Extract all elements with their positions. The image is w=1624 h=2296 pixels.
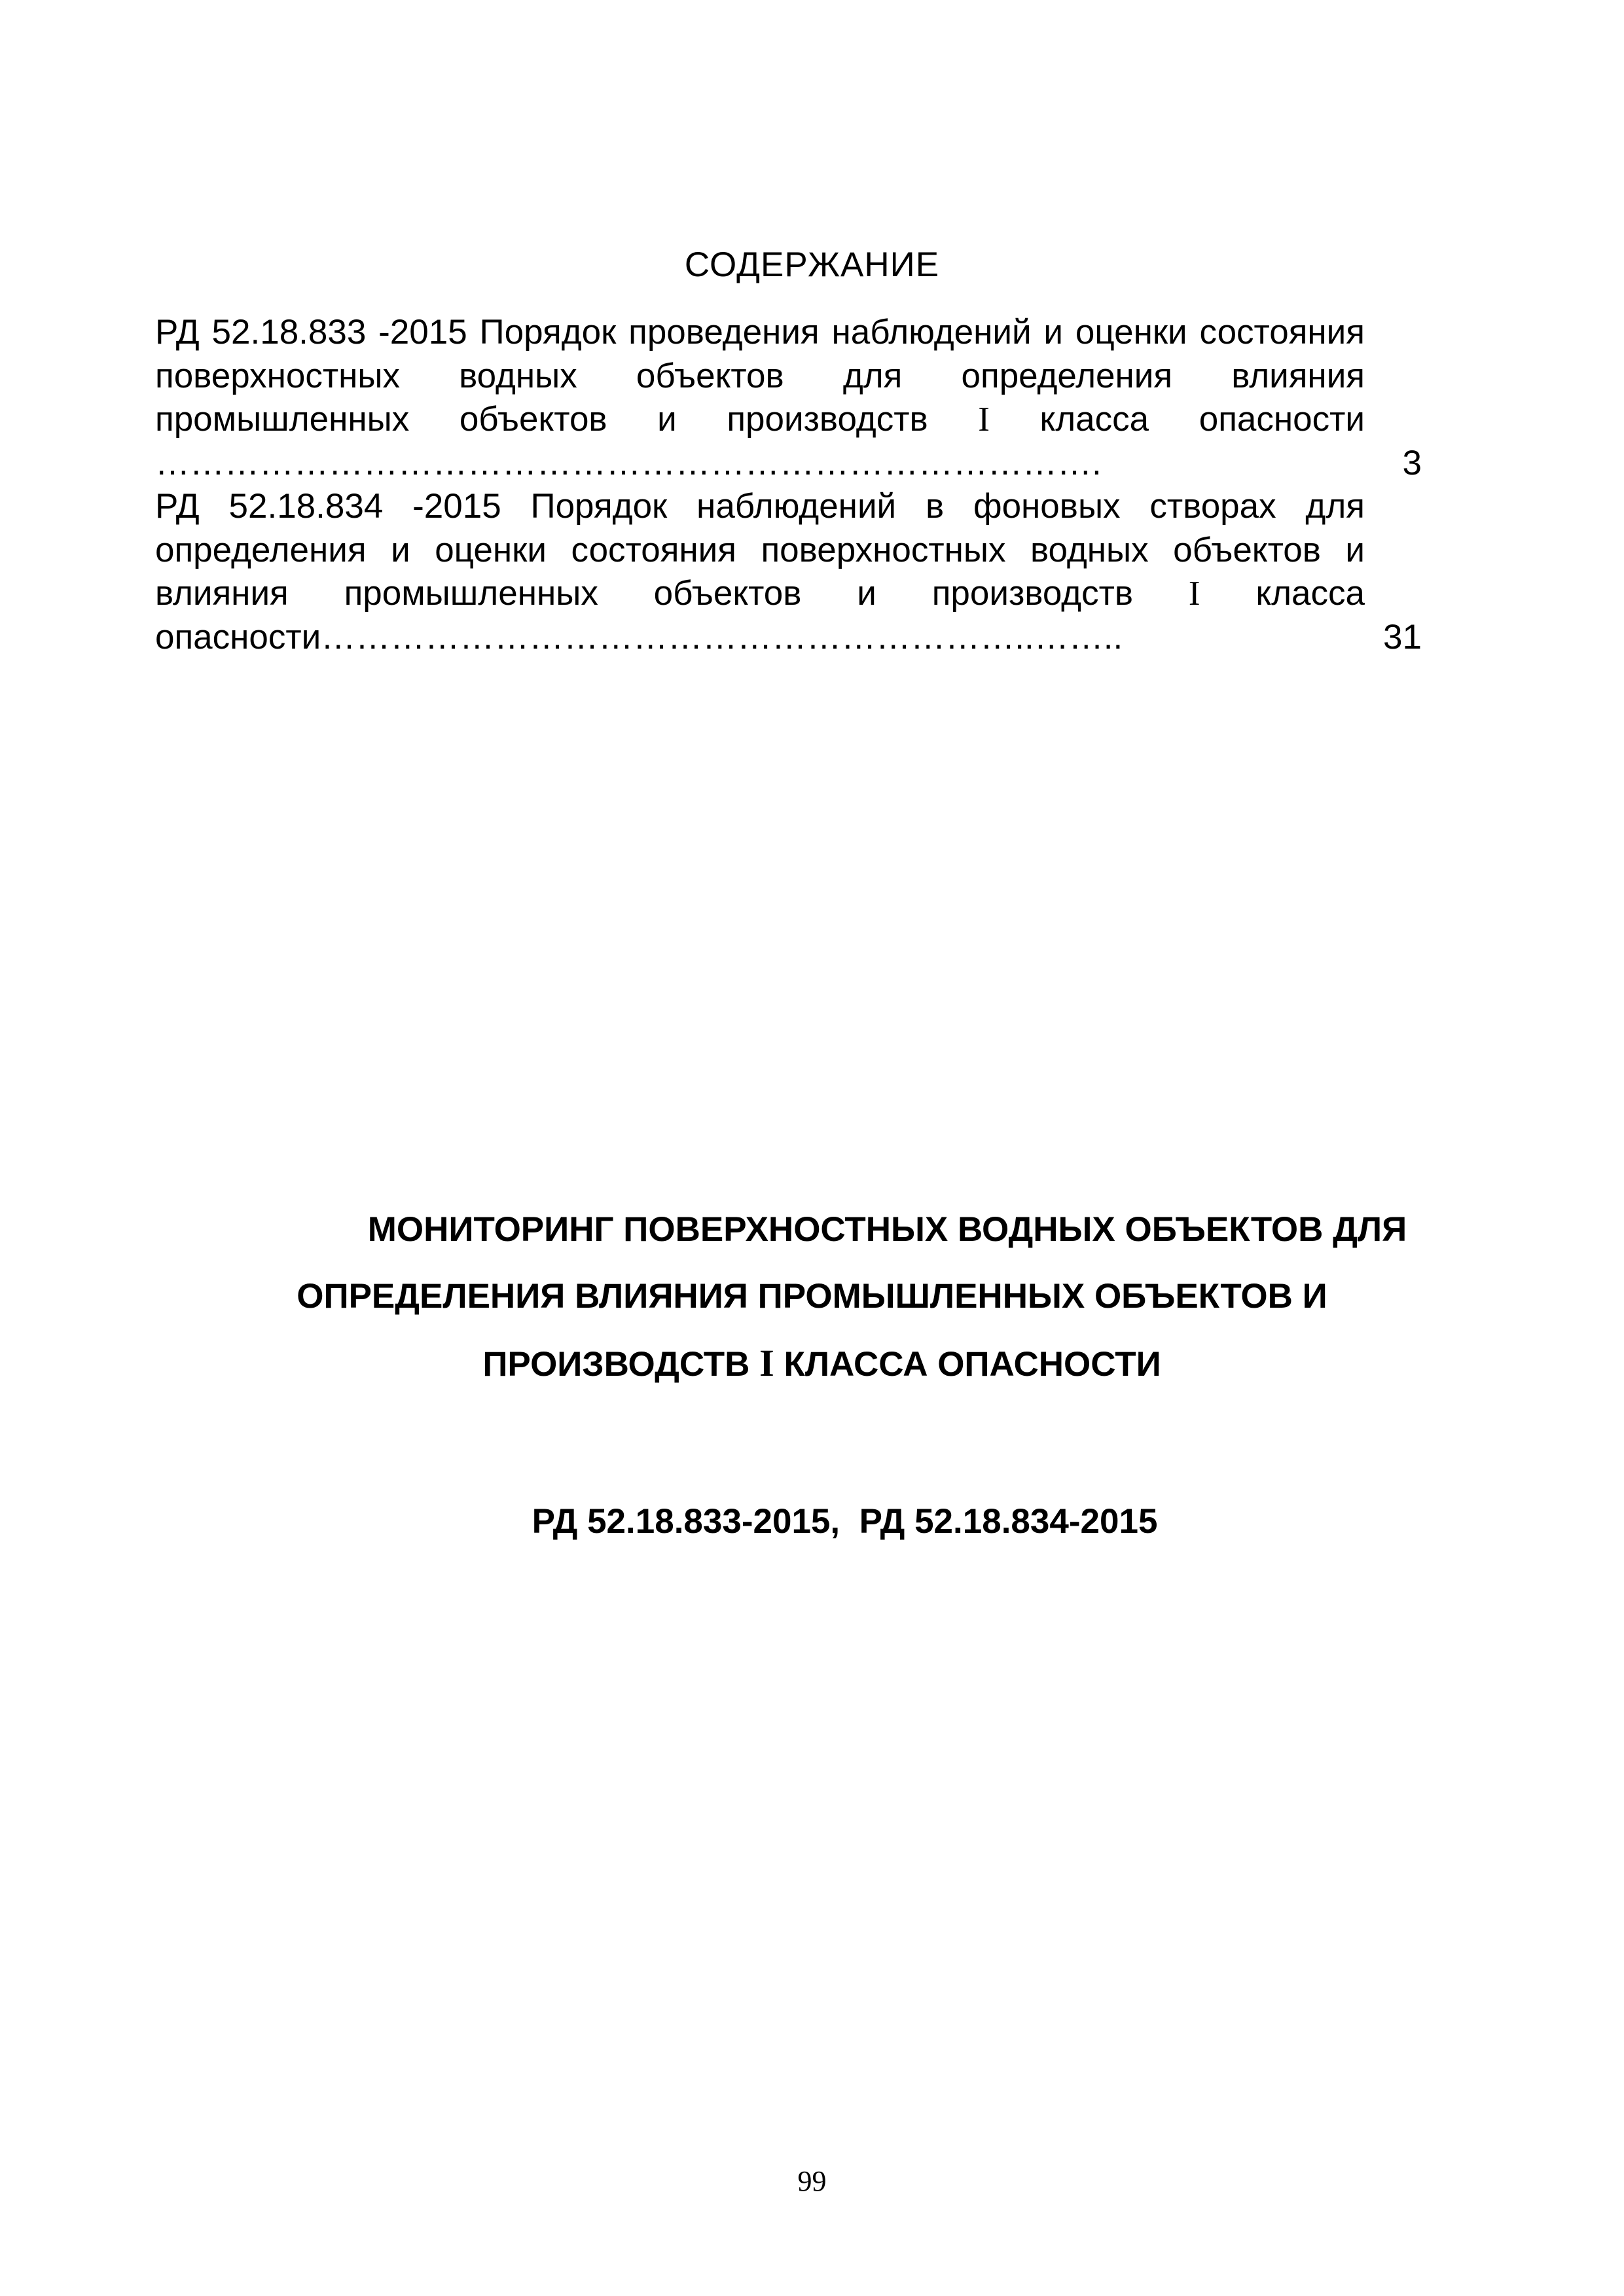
document-title-roman-numeral: I <box>759 1342 774 1384</box>
toc-entry-page: 3 <box>1402 443 1422 482</box>
toc-entry-title: РД 52.18.833 -2015 Порядок проведения наблюдений и оценки состояния поверхностных водных объектов для определения влияния промышленных объектов и производств <box>155 313 1365 439</box>
document-codes: РД 52.18.833-2015, РД 52.18.834-2015 <box>532 1502 1158 1541</box>
toc-entry-title-suffix: класса опасности <box>155 574 1365 656</box>
toc-entry-text <box>155 485 1365 659</box>
document-title-line-2: ОПРЕДЕЛЕНИЯ ВЛИЯНИЯ ПРОМЫШЛЕННЫХ ОБЪЕКТОВ И <box>297 1277 1327 1316</box>
toc-entry-text <box>155 311 1365 485</box>
document-title-line-1: МОНИТОРИНГ ПОВЕРХНОСТНЫХ ВОДНЫХ ОБЪЕКТОВ ДЛЯ <box>367 1210 1407 1249</box>
page-number: 99 <box>797 2165 827 2197</box>
document-title-line-3-end: КЛАССА ОПАСНОСТИ <box>774 1345 1161 1384</box>
toc-entry-title: РД 52.18.834 -2015 Порядок наблюдений в фоновых створах для определения и оценки состояния поверхностных водных объектов и влияния промышленных объектов и производств <box>155 487 1365 613</box>
toc-entry-leader: ………………………………………………………………………. <box>155 443 1102 482</box>
toc-entry-title-suffix: класса опасности <box>989 400 1365 439</box>
toc-list <box>155 311 1422 659</box>
toc-entry-leader: ……………………………………………………..…….. <box>321 617 1123 656</box>
document-title-line-3 <box>0 1330 1624 1398</box>
toc-entry[interactable] <box>155 311 1422 485</box>
toc-entry-page: 31 <box>1383 617 1422 656</box>
document-title-line-3-start: ПРОИЗВОДСТВ <box>482 1345 760 1384</box>
toc-entry-roman-numeral: I <box>1188 575 1200 613</box>
document-title <box>0 1196 1624 1398</box>
toc-heading: СОДЕРЖАНИЕ <box>684 245 940 284</box>
toc-entry[interactable] <box>155 485 1422 659</box>
toc-entry-roman-numeral: I <box>978 401 990 439</box>
